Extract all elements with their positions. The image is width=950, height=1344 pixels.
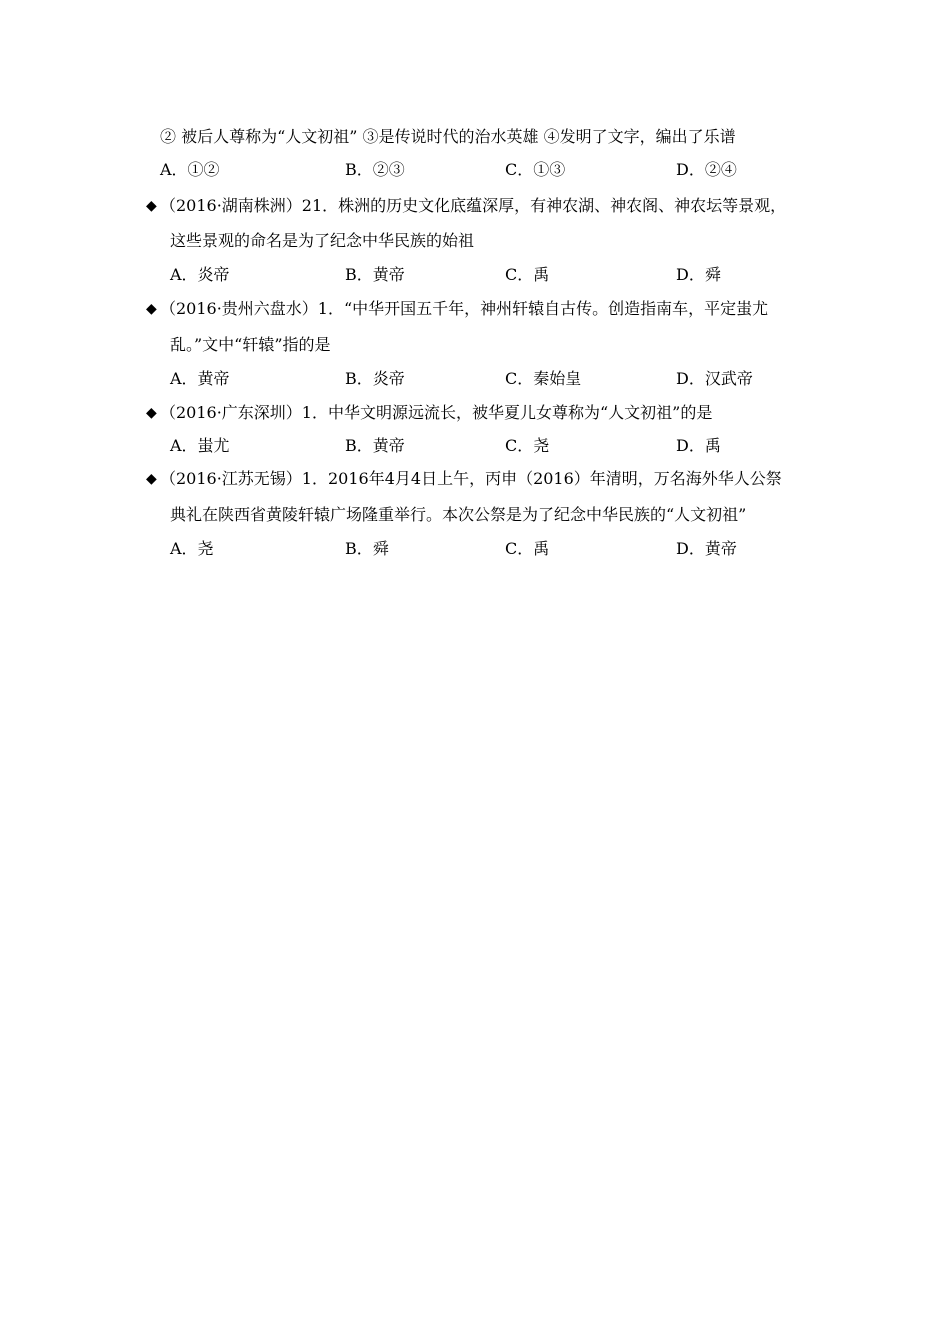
diamond-bullet-icon: ◆ bbox=[146, 198, 157, 214]
question-text-line: 这些景观的命名是为了纪念中华民族的始祖 bbox=[170, 231, 475, 250]
option-a: A．蚩尤 bbox=[170, 436, 230, 455]
question-text-line: 乱。”文中“轩辕”指的是 bbox=[170, 335, 331, 354]
option-d: D．禹 bbox=[676, 436, 721, 455]
option-a: A．炎帝 bbox=[170, 265, 230, 284]
option-c: C．秦始皇 bbox=[505, 369, 582, 388]
question-text-line: （2016·江苏无锡）1．2016年4月4日上午，丙申（2016）年清明，万名海外华人公祭 bbox=[160, 469, 782, 488]
option-c: C．禹 bbox=[505, 539, 550, 558]
option-a: A．黄帝 bbox=[170, 369, 230, 388]
option-b: B．②③ bbox=[345, 160, 405, 179]
option-c: C．尧 bbox=[505, 436, 550, 455]
option-a: A．尧 bbox=[170, 539, 214, 558]
question-statements: ② 被后人尊称为“人文初祖” ③是传说时代的治水英雄 ④发明了文字，编出了乐谱 bbox=[160, 127, 736, 146]
option-b: B．炎帝 bbox=[345, 369, 405, 388]
question-text-line: （2016·广东深圳）1．中华文明源远流长，被华夏儿女尊称为“人文初祖”的是 bbox=[160, 403, 713, 422]
question-text-line: （2016·湖南株洲）21．株洲的历史文化底蕴深厚，有神农湖、神农阁、神农坛等景观， bbox=[160, 196, 787, 215]
diamond-bullet-icon: ◆ bbox=[146, 471, 157, 487]
option-d: D．②④ bbox=[676, 160, 737, 179]
option-d: D．舜 bbox=[676, 265, 721, 284]
option-d: D．黄帝 bbox=[676, 539, 737, 558]
option-d: D．汉武帝 bbox=[676, 369, 753, 388]
option-c: C．禹 bbox=[505, 265, 550, 284]
option-b: B．舜 bbox=[345, 539, 389, 558]
diamond-bullet-icon: ◆ bbox=[146, 301, 157, 317]
question-text-line: （2016·贵州六盘水）1．“中华开国五千年，神州轩辕自古传。创造指南车，平定蚩尤 bbox=[160, 299, 769, 318]
option-b: B．黄帝 bbox=[345, 436, 405, 455]
diamond-bullet-icon: ◆ bbox=[146, 405, 157, 421]
option-a: A．①② bbox=[160, 160, 220, 179]
option-b: B．黄帝 bbox=[345, 265, 405, 284]
option-c: C．①③ bbox=[505, 160, 566, 179]
question-text-line: 典礼在陕西省黄陵轩辕广场隆重举行。本次公祭是为了纪念中华民族的“人文初祖” bbox=[170, 505, 747, 524]
